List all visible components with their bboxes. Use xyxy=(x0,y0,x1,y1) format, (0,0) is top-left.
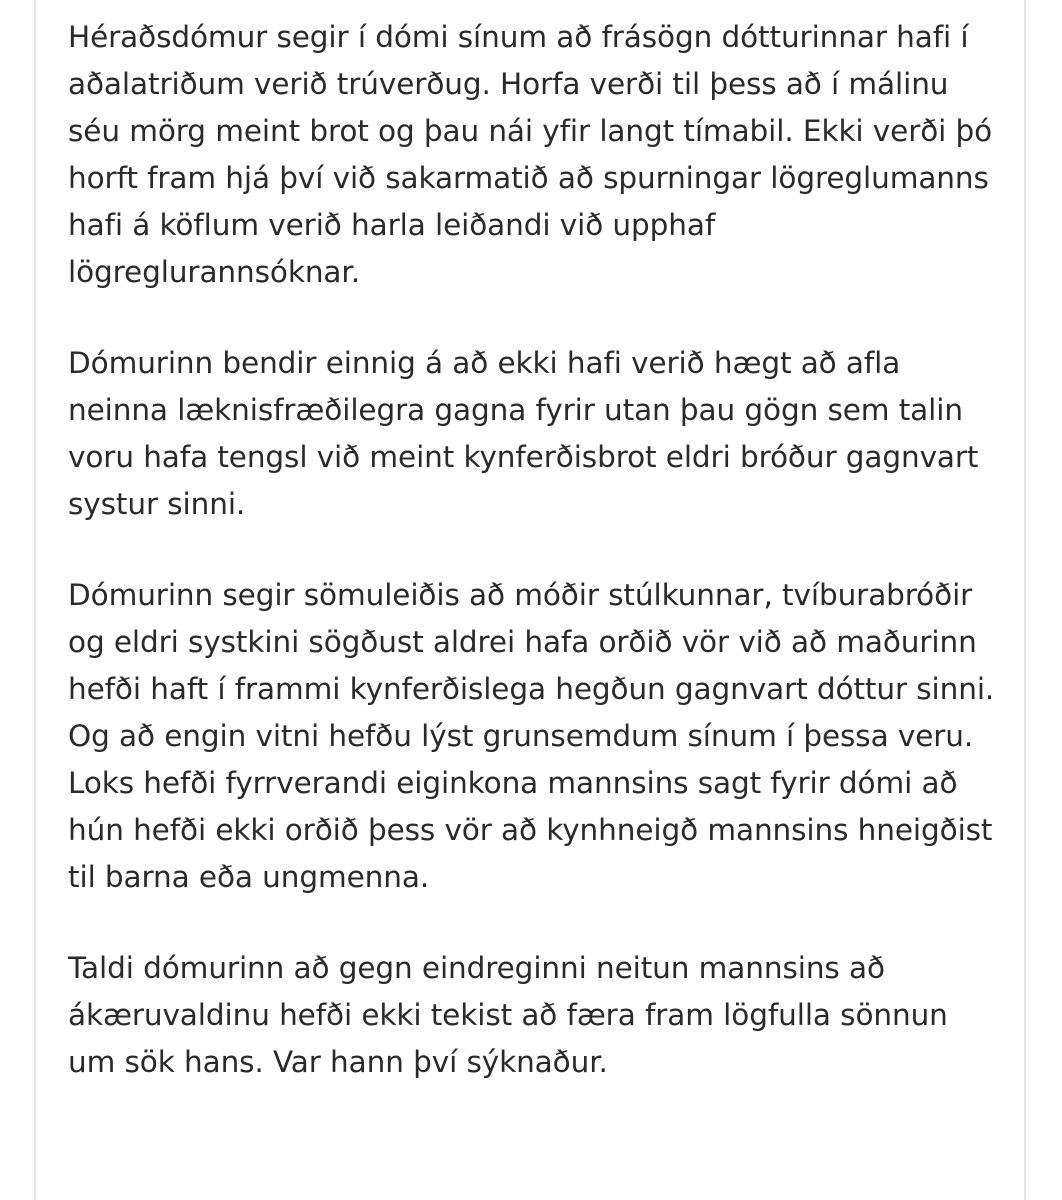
article-paragraph-1: Héraðsdómur segir í dómi sínum að frásögn dótturinnar hafi í aðalatriðum verið trúverðug. Horfa verði til þess að í málinu séu mörg meint brot og þau nái yfir langt tímabil. Ekki verði þó horft fram hjá því við sakarmatið að spurningar lögreglumanns hafi á köflum verið harla leiðandi við upphaf lögreglurannsóknar. xyxy=(68,20,993,289)
right-margin-border xyxy=(1024,0,1062,1200)
article-body xyxy=(68,14,998,1130)
article-paragraph-3: Dómurinn segir sömuleiðis að móðir stúlkunnar, tvíburabróðir og eldri systkini sögðust aldrei hafa orðið vör við að maðurinn hefði haft í frammi kynferðislega hegðun gagnvart dóttur sinni. Og að engin vitni hefðu lýst grunsemdum sínum í þessa veru. Loks hefði fyrrverandi eiginkona mannsins sagt fyrir dómi að hún hefði ekki orðið þess vör að kynhneigð mannsins hneigðist til barna eða ungmenna. xyxy=(68,578,995,894)
article-paragraph-2: Dómurinn bendir einnig á að ekki hafi verið hægt að afla neinna læknisfræðilegra gagna fyrir utan þau gögn sem talin voru hafa tengsl við meint kynferðisbrot eldri bróður gagnvart systur sinni. xyxy=(68,346,979,521)
article-paragraph-4: Taldi dómurinn að gegn eindreginni neitun mannsins að ákæruvaldinu hefði ekki tekist að færa fram lögfulla sönnun um sök hans. Var hann því sýknaður. xyxy=(68,951,948,1079)
left-margin-border xyxy=(0,0,36,1200)
